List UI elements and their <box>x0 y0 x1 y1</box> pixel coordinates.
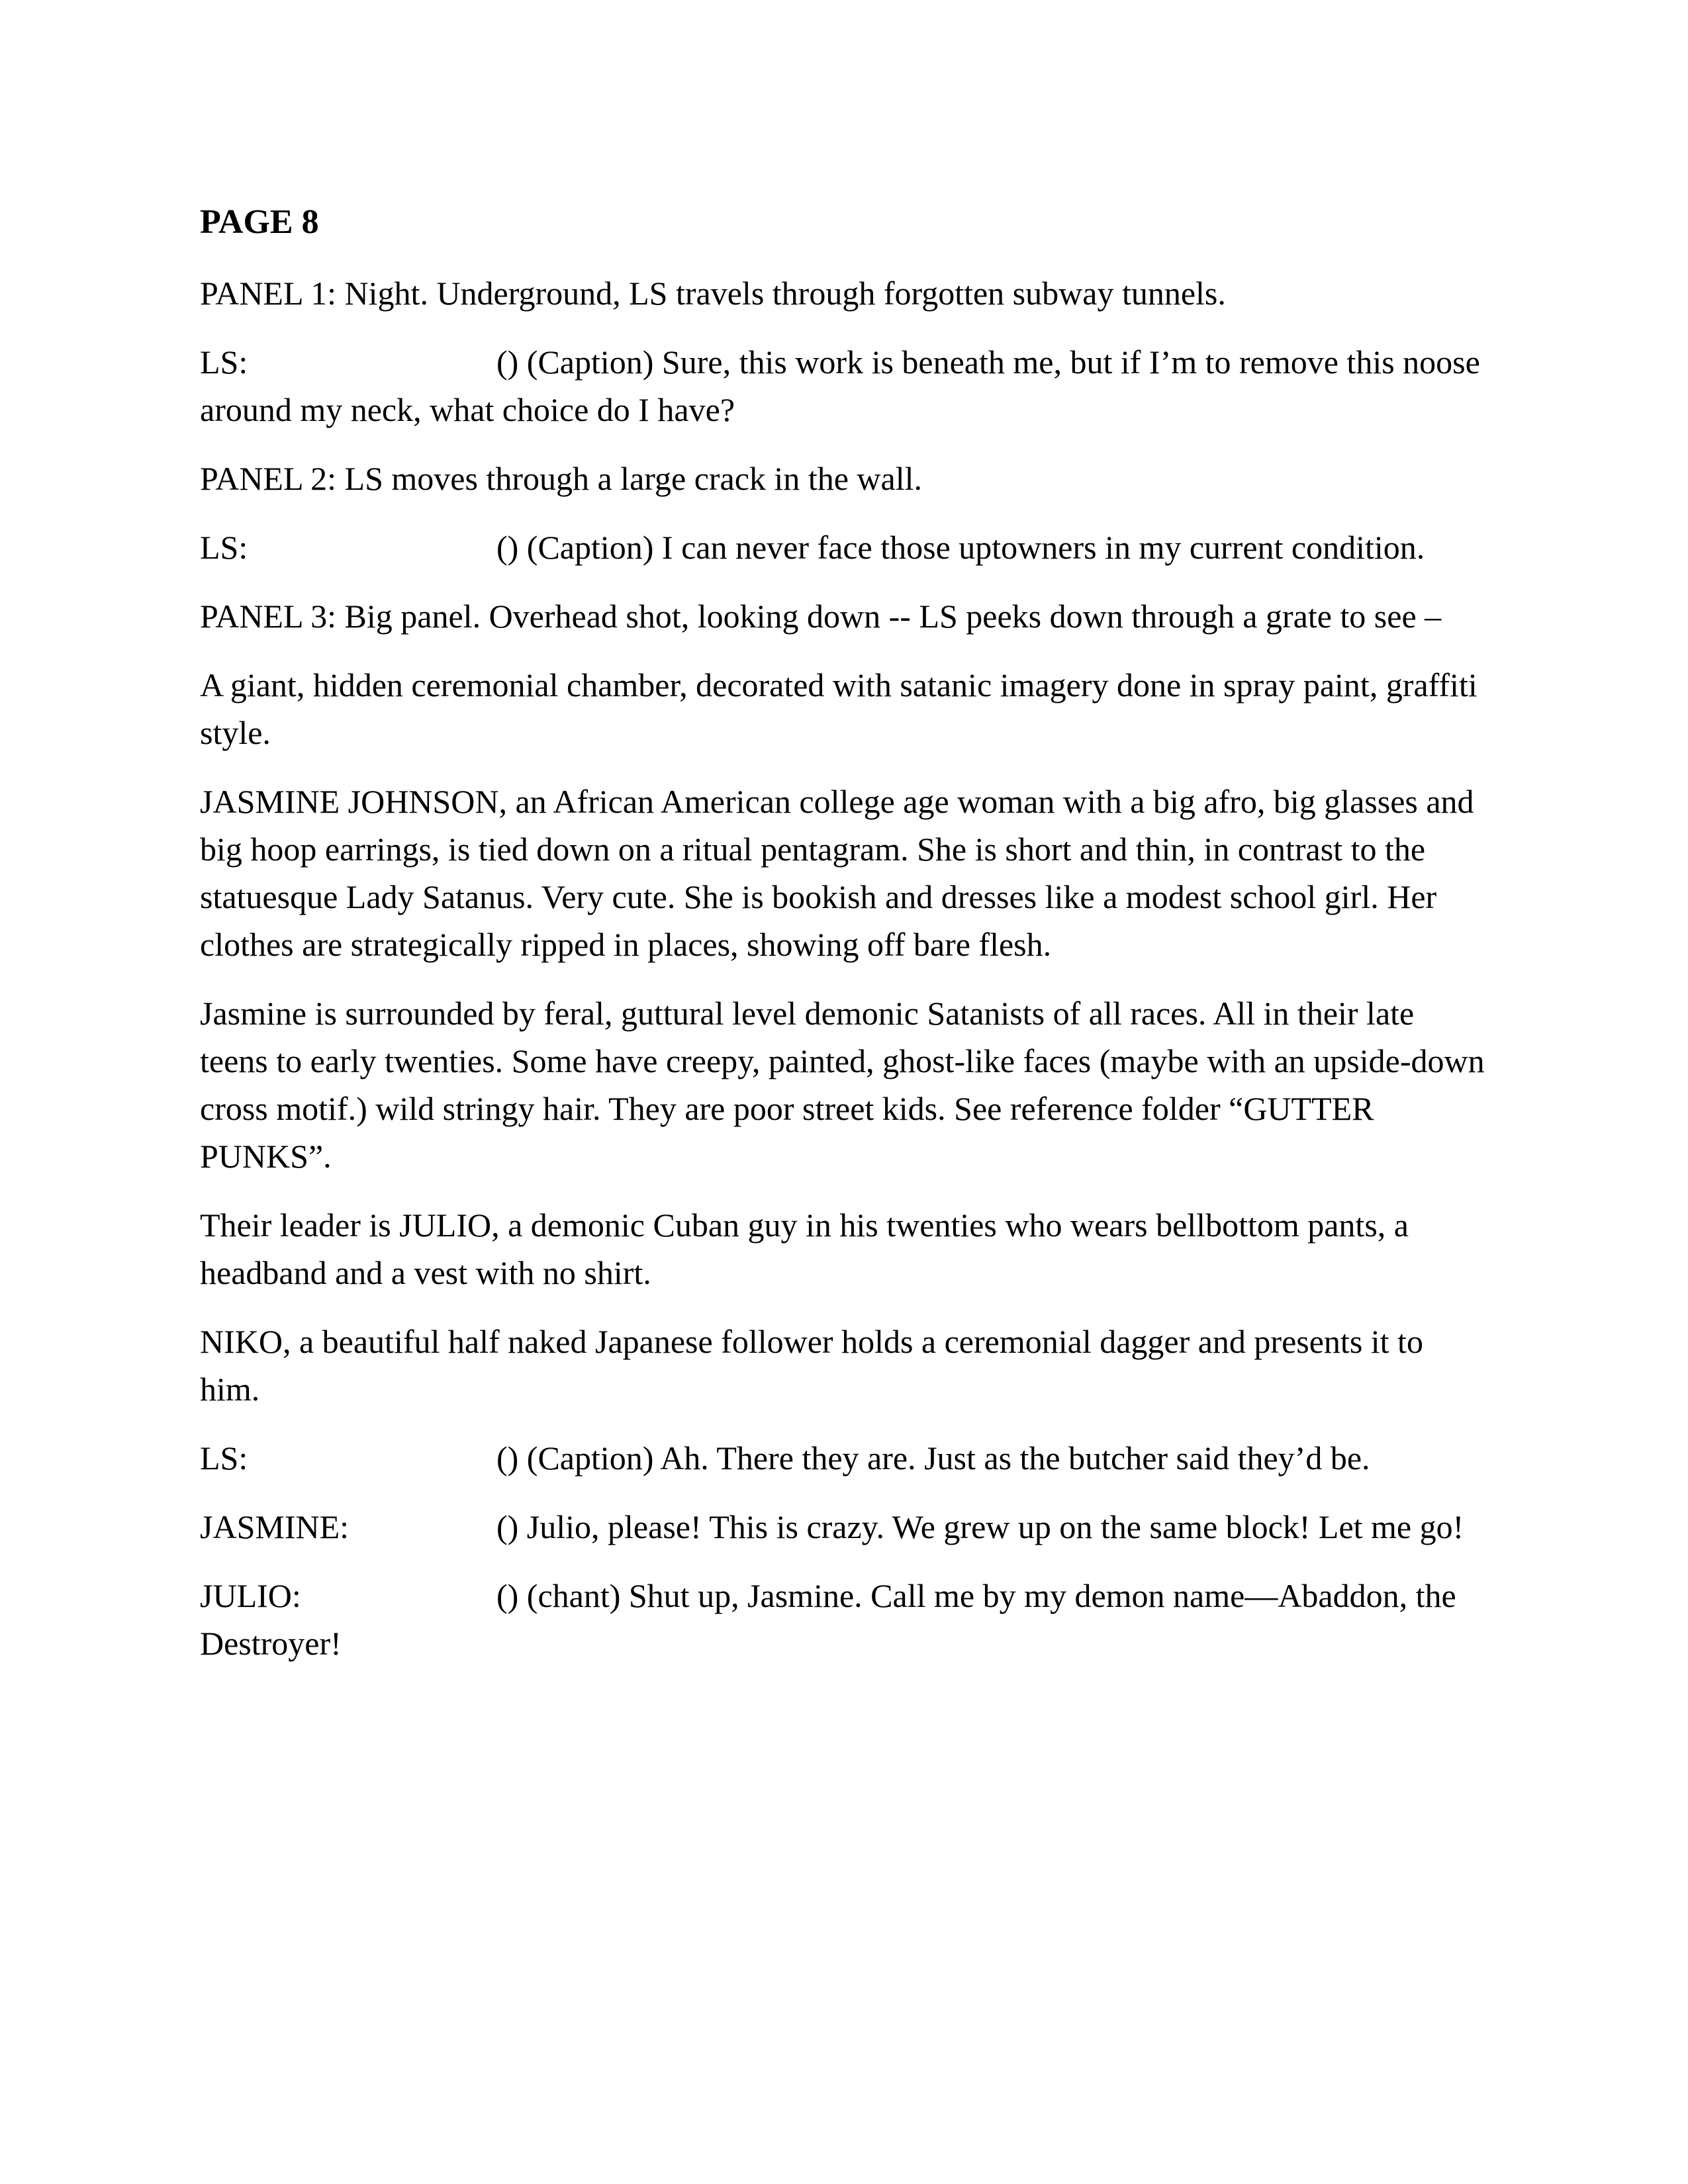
panel-3-description: PANEL 3: Big panel. Overhead shot, looking down -- LS peeks down through a grate to see – <box>200 598 1442 635</box>
dialogue-line <box>200 1503 1488 1551</box>
dialogue-line <box>200 1434 1488 1482</box>
scene-description: A giant, hidden ceremonial chamber, decorated with satanic imagery done in spray paint, graffiti style. <box>200 666 1477 751</box>
speaker-name: LS: <box>200 343 248 381</box>
panel-2-description: PANEL 2: LS moves through a large crack in the wall. <box>200 460 922 497</box>
character-description-julio: Their leader is JULIO, a demonic Cuban guy in his twenties who wears bellbottom pants, a headband and a vest with no shirt. <box>200 1206 1409 1291</box>
speaker-name: JASMINE: <box>200 1508 350 1545</box>
script-body <box>200 269 1488 1688</box>
page-heading: PAGE 8 <box>200 203 319 241</box>
character-description-jasmine: JASMINE JOHNSON, an African American college age woman with a big afro, big glasses and big hoop earrings, is tied down on a ritual pentagram. She is short and thin, in contrast to the statuesque Lady Satanus. Very cute. She is bookish and dresses like a modest school girl. Her clothes are strategically ripped in places, showing off bare flesh. <box>200 783 1474 963</box>
speaker-name: LS: <box>200 529 248 566</box>
script-page <box>200 0 1488 2184</box>
dialogue-text: () Julio, please! This is crazy. We grew up on the same block! Let me go! <box>496 1508 1464 1545</box>
speaker-name: LS: <box>200 1439 248 1477</box>
dialogue-text: () (Caption) I can never face those uptowners in my current condition. <box>496 529 1425 566</box>
character-description-niko: NIKO, a beautiful half naked Japanese follower holds a ceremonial dagger and presents it to him. <box>200 1323 1423 1408</box>
scene-description: Jasmine is surrounded by feral, guttural level demonic Satanists of all races. All in their late teens to early twenties. Some have creepy, painted, ghost-like faces (maybe with an upside-down cross motif.) wild stringy hair. They are poor street kids. See reference folder “GUTTER PUNKS”. <box>200 995 1485 1175</box>
dialogue-line <box>200 1572 1488 1667</box>
dialogue-text: () (chant) Shut up, Jasmine. Call me by my demon name—Abaddon, the Destroyer! <box>200 1577 1456 1662</box>
dialogue-text: () (Caption) Ah. There they are. Just as the butcher said they’d be. <box>496 1439 1370 1477</box>
dialogue-line <box>200 338 1488 433</box>
dialogue-line <box>200 523 1488 571</box>
speaker-name: JULIO: <box>200 1577 301 1614</box>
dialogue-text: () (Caption) Sure, this work is beneath me, but if I’m to remove this noose around my neck, what choice do I have? <box>200 343 1480 428</box>
panel-1-description: PANEL 1: Night. Underground, LS travels through forgotten subway tunnels. <box>200 275 1226 312</box>
